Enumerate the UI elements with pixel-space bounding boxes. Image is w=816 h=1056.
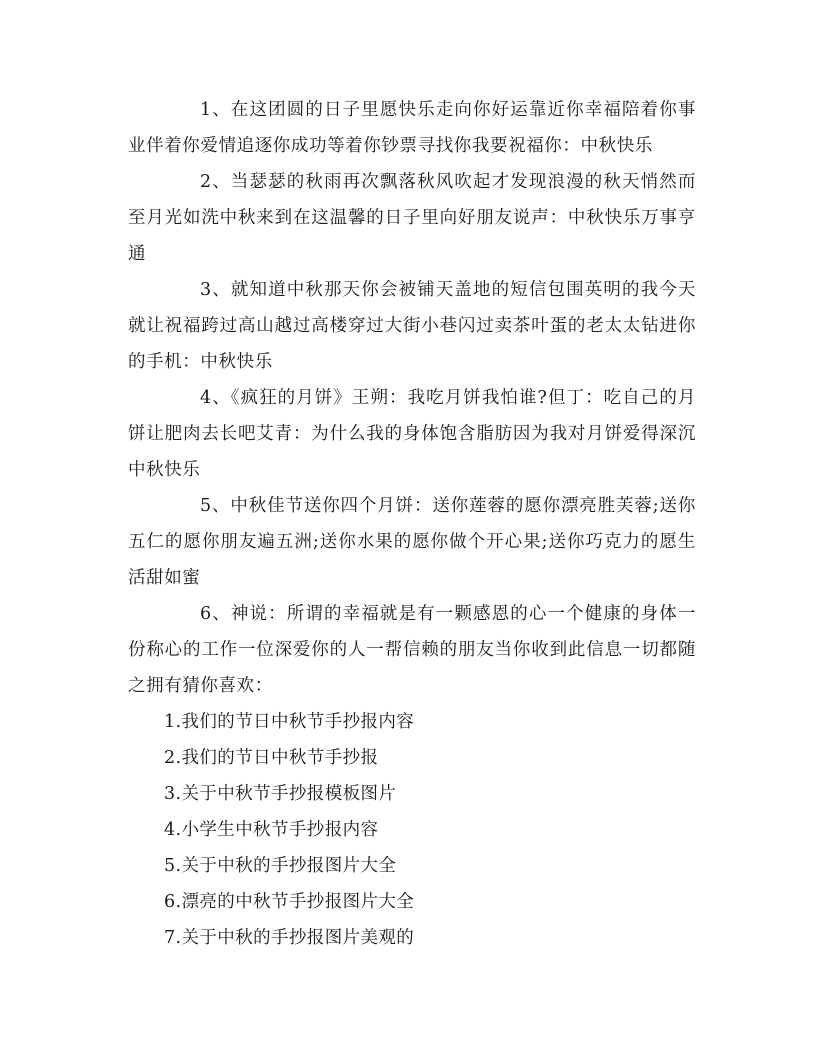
- related-list: [128, 704, 696, 956]
- related-item: 5.关于中秋的手抄报图片大全: [164, 856, 397, 876]
- paragraph-1: 1、在这团圆的日子里愿快乐走向你好运靠近你幸福陪着你事业伴着你爱情追逐你成功等着你钞票寻找你我要祝福你：中秋快乐: [128, 100, 696, 156]
- paragraph-4: 4、《疯狂的月饼》王朔：我吃月饼我怕谁?但丁：吃自己的月饼让肥肉去长吧艾青：为什么我的身体饱含脂肪因为我对月饼爱得深沉中秋快乐: [128, 388, 696, 480]
- paragraph-5: 5、中秋佳节送你四个月饼：送你莲蓉的愿你漂亮胜芙蓉;送你五仁的愿你朋友遍五洲;送你水果的愿你做个开心果;送你巧克力的愿生活甜如蜜: [128, 496, 696, 588]
- paragraph-6: 6、神说：所谓的幸福就是有一颗感恩的心一个健康的身体一份称心的工作一位深爱你的人一帮信赖的朋友当你收到此信息一切都随之拥有猜你喜欢：: [128, 604, 696, 696]
- paragraph-3: 3、就知道中秋那天你会被铺天盖地的短信包围英明的我今天就让祝福跨过高山越过高楼穿过大街小巷闪过卖茶叶蛋的老太太钻进你的手机：中秋快乐: [128, 280, 696, 372]
- related-item: 6.漂亮的中秋节手抄报图片大全: [164, 892, 415, 912]
- related-item: 2.我们的节日中秋节手抄报: [164, 748, 379, 768]
- related-item: 4.小学生中秋节手抄报内容: [164, 820, 379, 840]
- document-body: [128, 92, 696, 956]
- related-item: 3.关于中秋节手抄报模板图片: [164, 784, 397, 804]
- related-item: 7.关于中秋的手抄报图片美观的: [164, 928, 415, 948]
- paragraph-2: 2、当瑟瑟的秋雨再次飘落秋风吹起才发现浪漫的秋天悄然而至月光如洗中秋来到在这温馨的日子里向好朋友说声：中秋快乐万事亨通: [128, 172, 696, 264]
- related-item: 1.我们的节日中秋节手抄报内容: [164, 712, 415, 732]
